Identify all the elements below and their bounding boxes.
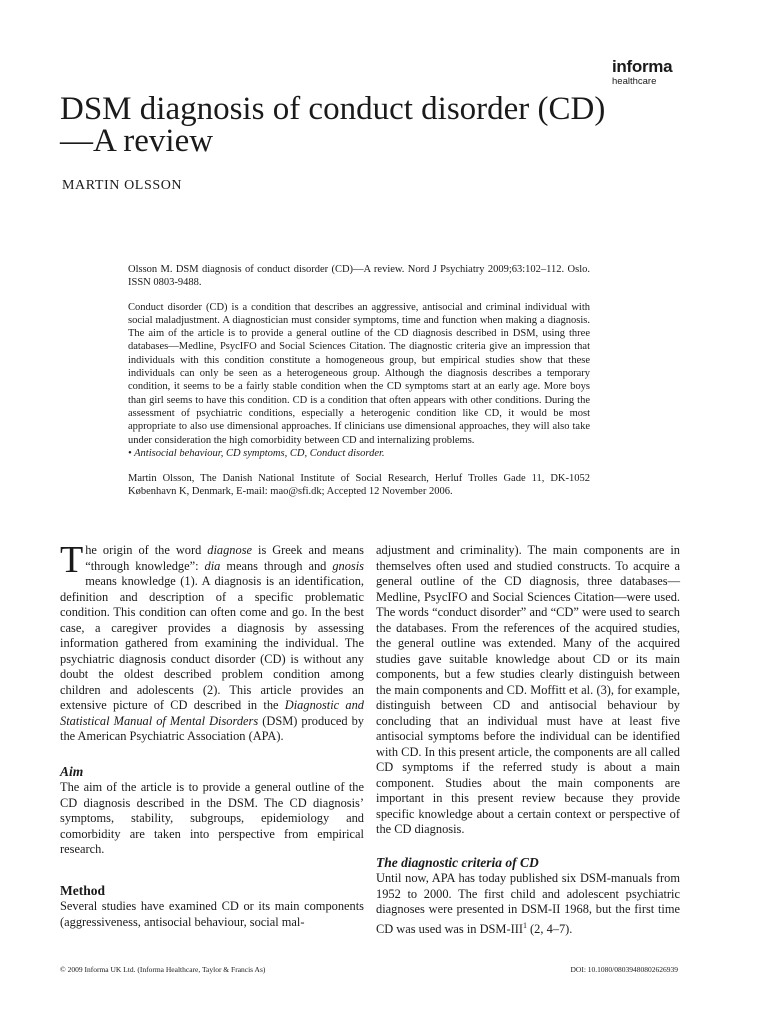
- citation: Olsson M. DSM diagnosis of conduct disorder (CD)—A review. Nord J Psychiatry 2009;63:102–112. Oslo. ISSN 0803-9488.: [128, 264, 590, 289]
- keywords: • Antisocial behaviour, CD symptoms, CD, Conduct disorder.: [128, 447, 385, 459]
- intro-text: he origin of the word: [85, 543, 208, 557]
- body-column-left: [60, 539, 365, 930]
- criteria-paragraph: [376, 871, 680, 937]
- section-heading-criteria: The diagnostic criteria of CD: [376, 854, 539, 870]
- copyright-footer: © 2009 Informa UK Ltd. (Informa Healthcare, Taylor & Francis As): [60, 965, 266, 974]
- intro-text: means knowledge (1). A diagnosis is an identification, definition and description of a specific problematic condition. This condition can often come and go. In the best case, a caregiver provides a diagnosis by assessing information gathered from examining the individual. The psychiatric diagnosis conduct disorder (CD) is without any doubt the oldest described problem condition among children and adolescents (2). This article provides an extensive picture of CD described in the: [60, 574, 364, 712]
- drop-cap: T: [60, 539, 84, 581]
- intro-text: means through and: [220, 558, 333, 573]
- intro-text: (DSM) produced by the American Psychiatric Association (APA).: [60, 713, 364, 743]
- method-continued-paragraph: adjustment and criminality). The main components are in themselves often used and studied constructs. To acquire a general outline of the CD diagnosis, three databases—Medline, PsycIFO and Social Sciences Citation—were used. The words “conduct disorder” and “CD” were used to search the databases. From the references of the acquired studies, the general outline was extended. Many of the acquired studies gave suitable knowledge about CD or its main components, but a few studies clearly distinguish between the main components and CD. Moffitt et al. (3), for example, distinguish between CD and antisocial behaviour by concluding that an individual must have at least five antisocial symptoms before the individual can be identified with CD. In this present article, the components are all called CD symptoms if the referred study is about a main component. Studies about the main components are important in this present review because they provide specific knowledge about a certain context or perspective of the CD diagnosis.: [376, 543, 680, 836]
- author-name: MARTIN OLSSON: [62, 178, 183, 193]
- criteria-text: Until now, APA has today published six DSM-manuals from 1952 to 2000. The first child and adolescent psychiatric diagnoses were presented in DSM-II 1968, but the first time CD was used was in DSM-III: [376, 871, 680, 936]
- logo-sub-text: healthcare: [612, 76, 657, 87]
- section-heading-method: Method: [60, 882, 105, 898]
- intro-term: dia: [204, 558, 221, 573]
- intro-term: gnosis: [332, 558, 364, 573]
- intro-paragraph: [60, 539, 365, 745]
- footnote-ref: 1: [522, 920, 527, 930]
- aim-paragraph: The aim of the article is to provide a general outline of the CD diagnosis described in the DSM. The CD diagnosis’ symptoms, stability, subgroups, epidemiology and comorbidity are taken into perspective from empirical research.: [60, 780, 364, 856]
- criteria-text: (2, 4–7).: [526, 921, 573, 936]
- manual-title: Diagnostic and Statistical Manual of Mental Disorders: [60, 698, 365, 728]
- intro-text: is Greek and means “through knowledge”:: [85, 543, 364, 573]
- intro-term: diagnose: [207, 543, 253, 557]
- logo-main-text: informa: [612, 57, 673, 76]
- author-affiliation: Martin Olsson, The Danish National Institute of Social Research, Herluf Trolles Gade 11, DK-1052 København K, Denmark, E-mail: mao@sfi.dk; Accepted 12 November 2006.: [128, 473, 590, 498]
- section-heading-aim: Aim: [60, 763, 84, 779]
- body-column-right: [376, 543, 680, 937]
- article-title: DSM diagnosis of conduct disorder (CD)—A review: [60, 91, 606, 159]
- doi-footer: DOI: 10.1080/08039480802626939: [570, 965, 678, 974]
- abstract-text: Conduct disorder (CD) is a condition that describes an aggressive, antisocial and criminal individual with social maladjustment. A diagnostician must consider symptoms, time and function when making a diagnosis. The aim of the article is to provide a general outline of the CD diagnosis described in DSM, using three databases—Medline, PsycIFO and Social Sciences Citation. The diagnostic criteria give an impression that individuals with this condition constitute a homogeneous group, but empirical studies show that these individuals can only be seen as a heterogeneous group. Although the diagnosis describes a temporary condition, it seems to be a fairly stable condition when the CD symptoms start at an early age. More boys than girl seems to have this condition. CD is a condition that often appears with other conditions. During the assessment of psychiatric conditions, especially a heterogenic condition like CD, it would be most appropriate to also use dimensional approaches. If clinicians use dimensional approaches, they will also take under consideration the high comorbidity between CD and internalizing problems.: [128, 301, 590, 446]
- publisher-logo: [612, 58, 672, 87]
- abstract-block: [128, 263, 590, 499]
- method-paragraph: Several studies have examined CD or its main components (aggressiveness, antisocial behaviour, social mal-: [60, 899, 364, 929]
